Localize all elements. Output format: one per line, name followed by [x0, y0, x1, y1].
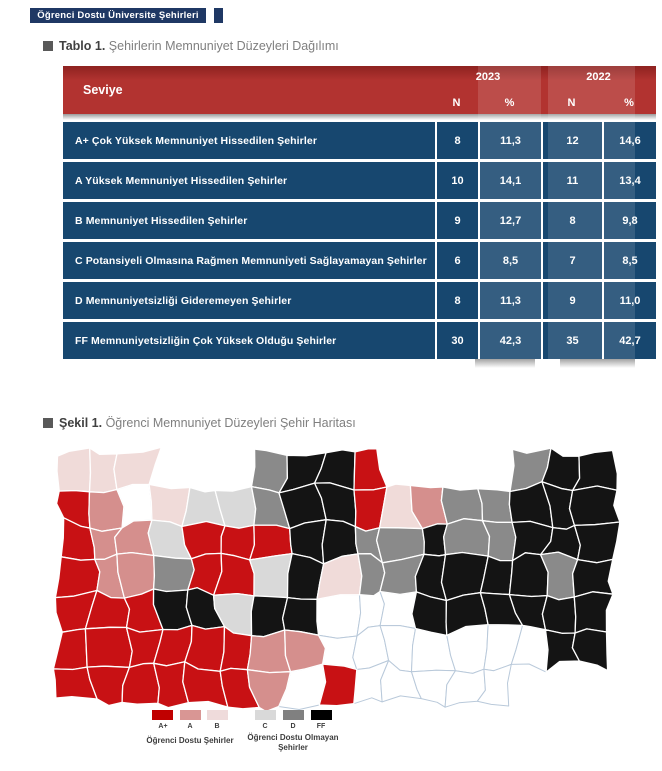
province-cell-R: [319, 664, 357, 706]
legend-key-a: A: [187, 723, 193, 730]
table-row: [63, 202, 656, 239]
row-pct-2022: 42,7: [602, 322, 656, 359]
row-n-2023: 9: [435, 202, 478, 239]
province-cell-A: [285, 630, 326, 672]
province-cell-R: [85, 627, 132, 667]
table-row: [63, 242, 656, 279]
row-label: A+ Çok Yüksek Memnuniyet Hissedilen Şehirler: [75, 134, 318, 147]
row-n-2022: 35: [541, 322, 602, 359]
level-column-header: Seviye: [83, 83, 123, 97]
province-cell-D: [441, 487, 482, 524]
table-row: [63, 162, 656, 199]
province-cell-F: [573, 451, 618, 491]
province-cell-F: [572, 629, 607, 671]
province-cell-R: [53, 629, 87, 670]
table-label: Tablo 1.: [59, 39, 106, 53]
table-row: [63, 282, 656, 319]
row-pct-2023: 12,7: [478, 202, 541, 239]
legend-key-a-plus: A+: [158, 723, 168, 730]
header-accent-square: [214, 8, 223, 23]
row-pct-2023: 14,1: [478, 162, 541, 199]
table-section-title: [43, 39, 339, 53]
row-n-2022: 7: [541, 242, 602, 279]
province-cell-B: [90, 448, 118, 493]
table-header: [63, 66, 656, 114]
page-header-bar: [30, 8, 206, 23]
row-label: D Memnuniyetsizliği Gideremeyen Şehirler: [75, 294, 292, 307]
province-cell-F: [574, 592, 613, 633]
row-n-2023: 10: [435, 162, 478, 199]
province-cell-A: [247, 630, 290, 673]
legend-key-b: B: [214, 723, 220, 730]
row-n-2023: 8: [435, 282, 478, 319]
year-2022-header: 2022: [586, 71, 611, 83]
province-cell-F: [542, 596, 575, 634]
province-cell-F: [575, 522, 620, 563]
province-cell-D: [444, 519, 490, 556]
province-cell-C: [250, 554, 292, 598]
satisfaction-table: [63, 66, 656, 359]
square-bullet-icon: [43, 418, 53, 428]
row-pct-2023: 11,3: [478, 122, 541, 159]
table-row: [63, 122, 656, 159]
figure-title-text: Öğrenci Memnuniyet Düzeyleri Şehir Haritası: [105, 416, 356, 430]
legend-key-c: C: [262, 723, 268, 730]
row-n-2022: 12: [541, 122, 602, 159]
year-2023-header: 2023: [475, 71, 501, 83]
header-drop-shadow: [63, 114, 656, 120]
figure-section-title: [43, 416, 356, 430]
page-header-title: Öğrenci Dostu Üniversite Şehirleri: [37, 10, 199, 21]
table-body: [63, 122, 656, 362]
row-pct-2023: 11,3: [478, 282, 541, 319]
pct-2022-header: %: [624, 97, 634, 109]
figure-label: Şekil 1.: [59, 416, 103, 430]
row-label: C Potansiyeli Olmasına Rağmen Memnuniyeti Sağlayamayan Şehirler: [75, 254, 427, 267]
legend-caption-unfriendly: Öğrenci Dostu Olmayan Şehirler: [247, 733, 339, 752]
row-pct-2022: 11,0: [602, 282, 656, 319]
province-cell-D: [154, 556, 195, 592]
row-n-2023: 30: [435, 322, 478, 359]
row-n-2022: 9: [541, 282, 602, 319]
province-cell-A: [89, 490, 124, 532]
row-n-2022: 11: [541, 162, 602, 199]
legend-swatch-c: [255, 710, 276, 720]
province-cell-W: [317, 595, 361, 639]
province-cell-B: [114, 447, 161, 489]
table-title-text: Şehirlerin Memnuniyet Düzeyleri Dağılımı: [108, 39, 339, 53]
province-cell-D: [478, 489, 512, 523]
row-pct-2022: 9,8: [602, 202, 656, 239]
legend-swatch-ff: [311, 710, 332, 720]
legend-swatch-b: [207, 710, 228, 720]
row-pct-2023: 8,5: [478, 242, 541, 279]
n-2022-header: N: [567, 97, 576, 109]
legend-key-ff: FF: [316, 723, 326, 730]
row-n-2022: 8: [541, 202, 602, 239]
province-cell-R: [354, 449, 387, 490]
row-pct-2023: 42,3: [478, 322, 541, 359]
legend-key-d: D: [290, 723, 296, 730]
row-pct-2022: 14,6: [602, 122, 656, 159]
table-row: [63, 322, 656, 359]
legend-caption-friendly: Öğrenci Dostu Şehirler: [146, 736, 234, 745]
row-label: B Memnuniyet Hissedilen Şehirler: [75, 214, 248, 227]
n-2023-header: N: [452, 97, 461, 109]
turkey-choropleth-map: [0, 444, 662, 708]
province-cell-W: [380, 592, 416, 629]
pct-2023-header: %: [504, 97, 515, 109]
legend-swatch-a-plus: [152, 710, 173, 720]
province-cell-B: [57, 448, 91, 492]
row-label: A Yüksek Memnuniyet Hissedilen Şehirler: [75, 174, 288, 187]
province-cell-F: [283, 598, 319, 636]
square-bullet-icon: [43, 41, 53, 51]
row-n-2023: 6: [435, 242, 478, 279]
row-label: FF Memnuniyetsizliğin Çok Yüksek Olduğu Şehirler: [75, 334, 337, 347]
province-cell-F: [570, 486, 620, 525]
legend-swatch-d: [283, 710, 304, 720]
row-n-2023: 8: [435, 122, 478, 159]
legend-swatch-a: [180, 710, 201, 720]
row-pct-2022: 13,4: [602, 162, 656, 199]
row-pct-2022: 8,5: [602, 242, 656, 279]
